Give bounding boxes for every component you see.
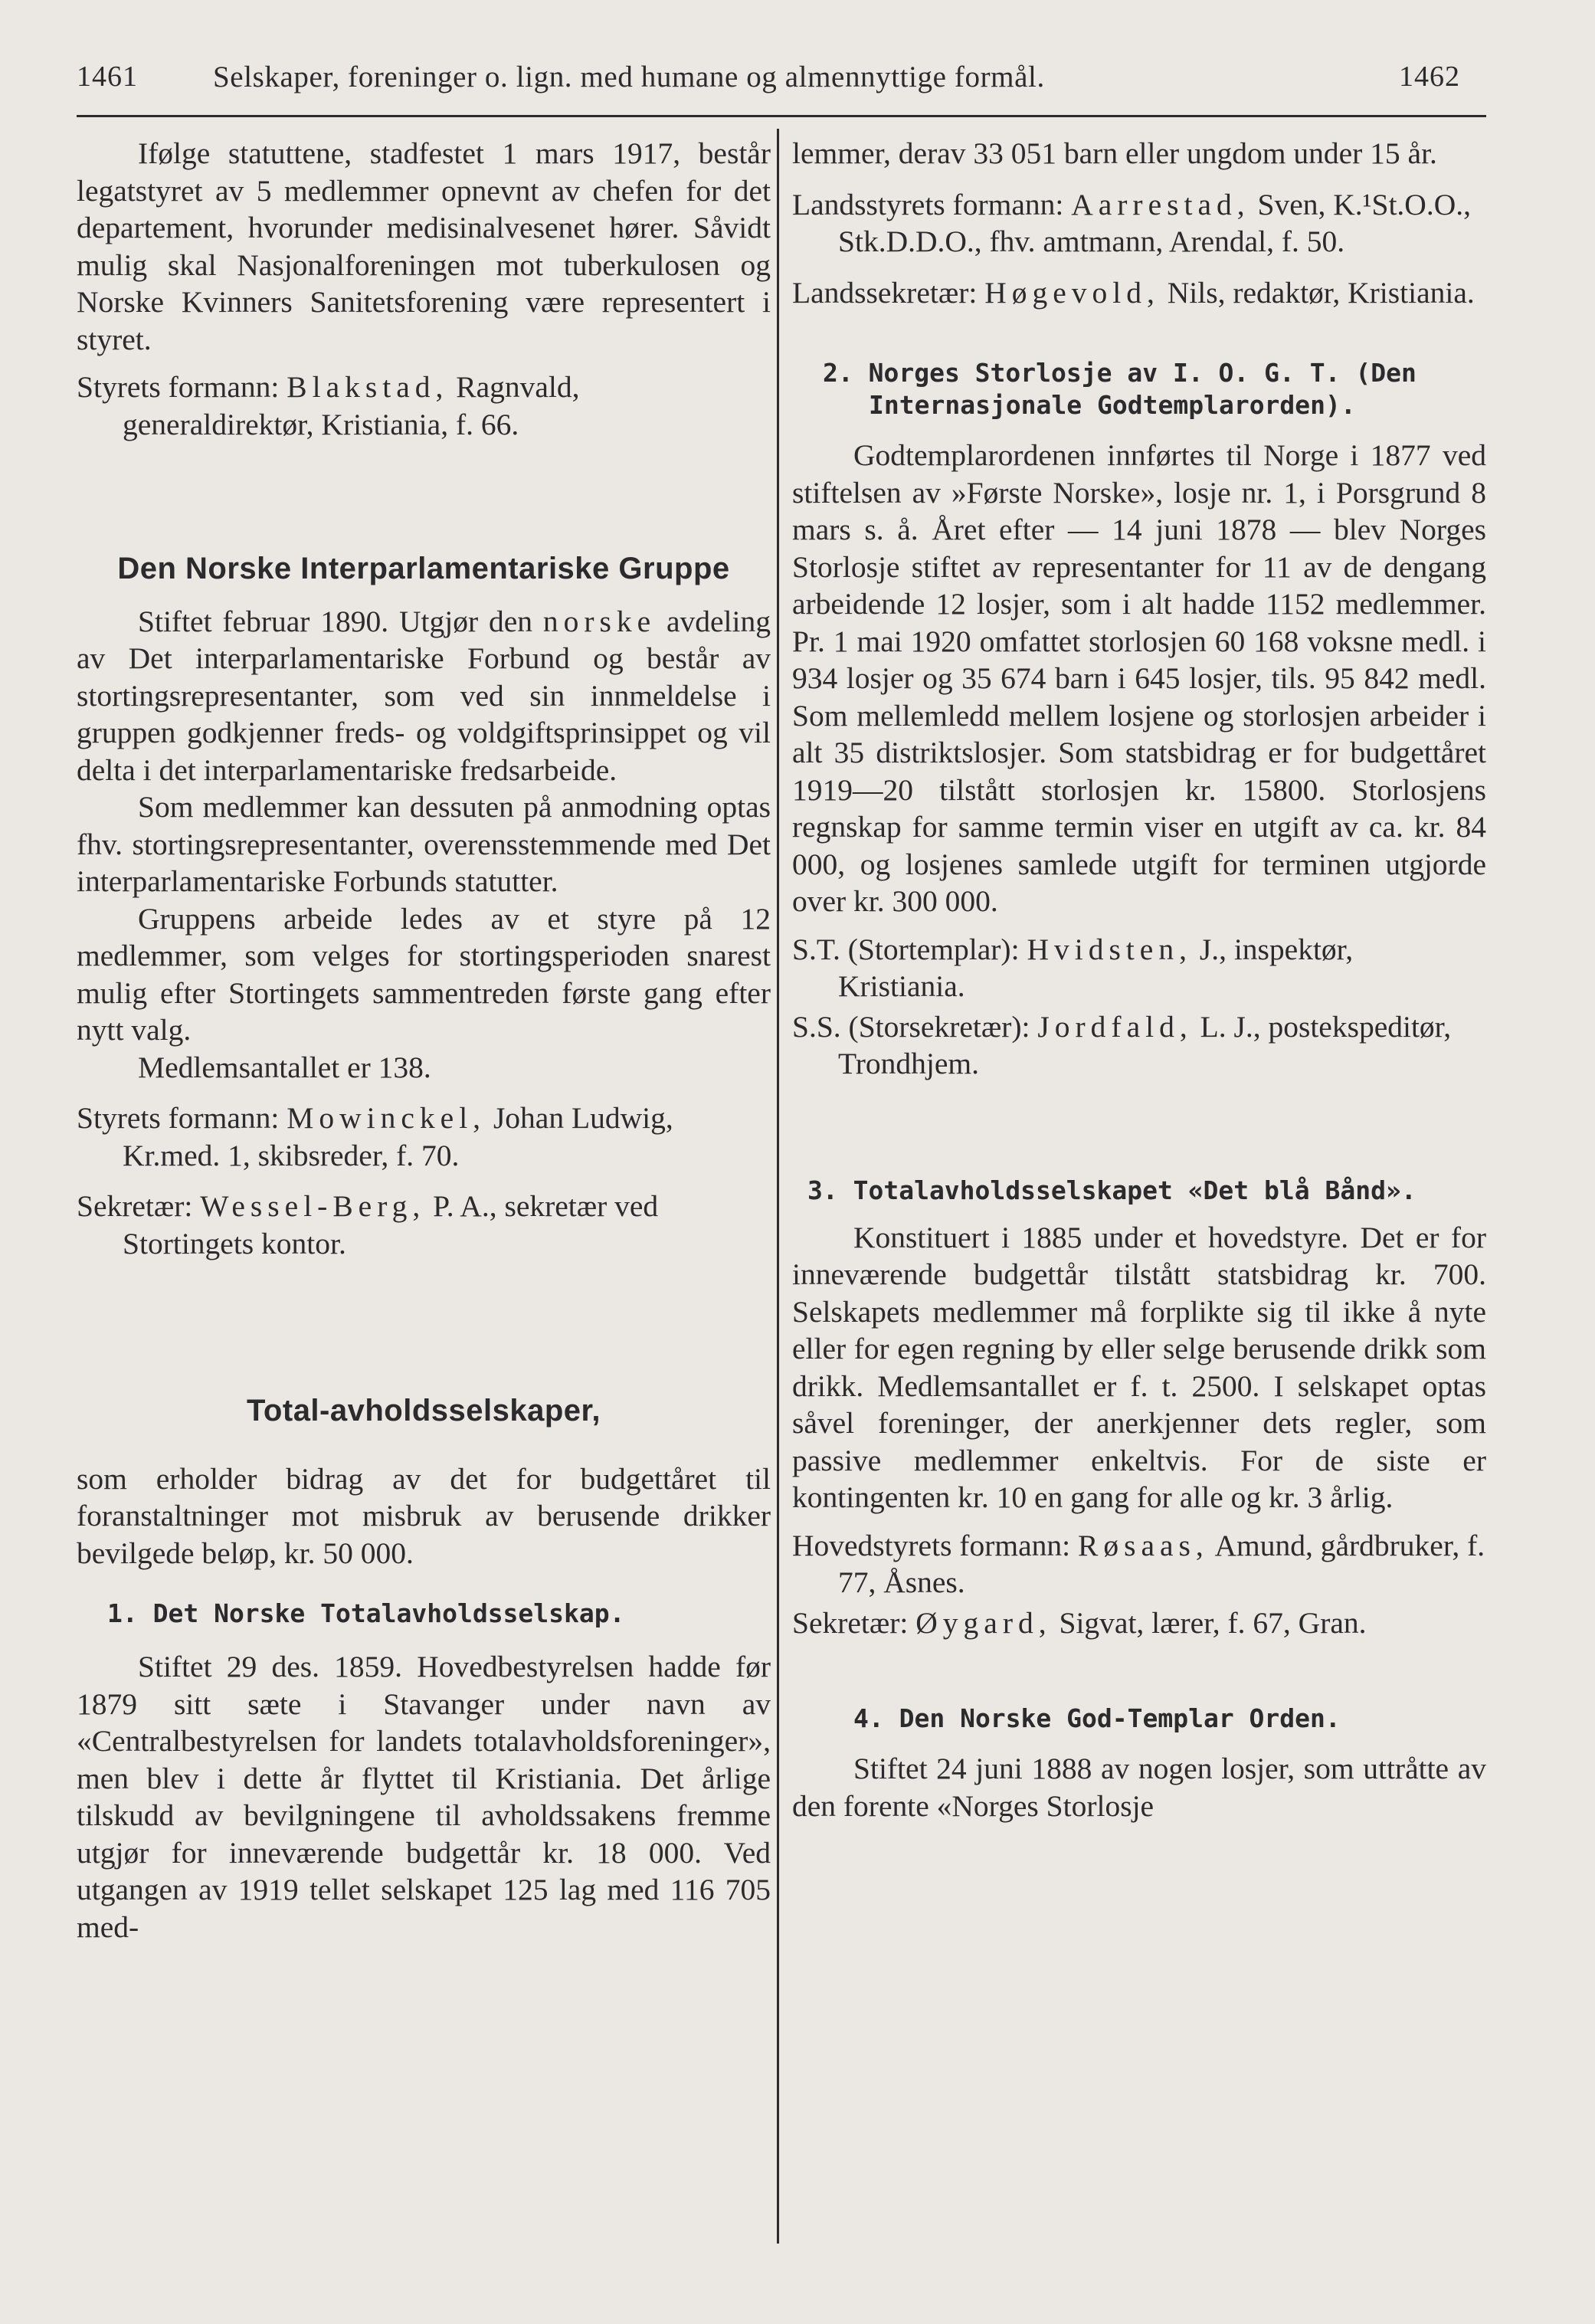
hovedstyret-chairman-entry: Hovedstyrets formann: Røsaas, Amund, gårdbruker, f. 77, Åsnes.: [792, 1528, 1485, 1599]
total-abstinence-intro: som erholder bidrag av det for budgettåret til foranstaltninger mot misbruk av berusende drikker bevilgede beløp, kr. 50 000.: [77, 1461, 771, 1570]
section-heading-total-abstinence: Total-avholdsselskaper,: [246, 1394, 601, 1428]
chairman-mowinckel-entry: Styrets formann: Mowinckel, Johan Ludwig, Kr.med. 1, skibsreder, f. 70.: [77, 1101, 673, 1172]
secretary-oygard-entry: Sekretær: Øygard, Sigvat, lærer, f. 67, Gran.: [792, 1605, 1367, 1640]
interparliamentary-paragraph: Stiftet februar 1890. Utgjør den norske avdeling av Det interparlamentariske Forbund og består av stortingsrepresentanter, som ved sin innmeldelse i gruppen godkjenner freds- og voldgiftsprinsippet og vil delta i det interparlamentariske fredsarbeide.: [77, 604, 771, 787]
totalavholdsselskap-paragraph: Stiftet 29 des. 1859. Hovedbestyrelsen hadde før 1879 sitt sæte i Stavanger under navn av «Centralbestyrelsen for landets totalavholdsforeninger», men blev i dette år flyttet til Kristiania. Det årlige tilskudd av bevilgningene til avholdssakens fremme utgjør for inneværende budgettår kr. 18 000. Ved utgangen av 1919 tellet selskapet 125 lag med 116 705 med-: [77, 1650, 771, 1944]
secretary-wessel-berg-entry: Sekretær: Wessel-Berg, P. A., sekretær ved Stortingets kontor.: [77, 1189, 659, 1260]
page-header: [0, 51, 1595, 104]
subheading-det-blaa-baand: 3. Totalavholdsselskapet «Det blå Bånd».: [807, 1175, 1417, 1205]
continued-members-paragraph: lemmer, derav 33 051 barn eller ungdom under 15 år.: [792, 136, 1437, 170]
section-heading-interparliamentary: Den Norske Interparlamentariske Gruppe: [117, 552, 730, 585]
left-column: [77, 135, 771, 1956]
stortemplar-entry: S.T. (Stortemplar): Hvidsten, J., inspektør, Kristiania.: [792, 932, 1354, 1003]
header-rule: [77, 115, 1486, 117]
blaa-baand-paragraph: Konstituert i 1885 under et hovedstyre. Det er for inneværende budgettår tilstått statsbidrag kr. 700. Selskapets medlemmer må forplikte sig til ikke å nyte eller for egen regning by eller selge berusende drikk som drikk. Medlemsantallet er f. t. 2500. I selskapet optas såvel foreninger, der anerkjenner dets regler, som passive medlemmer enkeltvis. For de siste er kontingenten kr. 10 en gang for alle og kr. 3 årlig.: [792, 1220, 1486, 1514]
subheading-det-norske-totalavholdsselskap: 1. Det Norske Totalavholdsselskap.: [107, 1598, 625, 1628]
page-number-right: 1462: [1399, 61, 1460, 93]
membership-paragraph: Som medlemmer kan dessuten på anmodning optas fhv. stortingsrepresentanter, overensstemmende med Det interparlamentariske Forbunds statutter.: [77, 790, 771, 898]
subheading-norges-storlosje: 2. Norges Storlosje av I. O. G. T. (Den Internasjonale Godtemplarorden).: [823, 358, 1417, 420]
statute-paragraph: Ifølge statuttene, stadfestet 1 mars 1917, består legatstyret av 5 medlemmer opnevnt av chefen for det departement, hvorunder medisinalvesenet hører. Såvidt mulig skal Nasjonalforeningen mot tuberkulosen og Norske Kvinners Sanitetsforening være representert i styret.: [77, 136, 771, 356]
column-divider: [777, 129, 779, 2244]
right-column: [792, 135, 1486, 1835]
running-title: Selskaper, foreninger o. lign. med humane og almennyttige formål.: [213, 61, 1045, 93]
godtemplar-paragraph: Godtemplarordenen innførtes til Norge i 1877 ved stiftelsen av »Første Norske», losje nr. 1, i Porsgrund 8 mars s. å. Året efter — 14 juni 1878 — blev Norges Storlosje stiftet av representanter for 11 av de dengang arbeidende 12 losjer, som i alt hadde 1152 medlemmer. Pr. 1 mai 1920 omfattet storlosjen 60 168 voksne medl. i 934 losjer og 35 674 barn i 645 losjer, tils. 95 842 medl. Som mellemledd mellem losjene og storlosjen arbeider i alt 35 distriktslosjer. Som statsbidrag er for budgettåret 1919—20 tilstått storlosjen kr. 15800. Storlosjens regnskap for samme termin viser en utgift av ca. kr. 84 000, og losjenes samlede utgift for terminen utgjorde over kr. 300 000.: [792, 438, 1486, 918]
board-paragraph: Gruppens arbeide ledes av et styre på 12 medlemmer, som velges for stortingsperioden snarest mulig efter Stortingets sammentreden første gang efter nytt valg.: [77, 901, 771, 1047]
member-count-paragraph: Medlemsantallet er 138.: [138, 1050, 431, 1084]
landsstyret-chairman-entry: Landsstyrets formann: Aarrestad, Sven, K.¹St.O.O., Stk.D.D.O., fhv. amtmann, Arendal, f. 50.: [792, 187, 1471, 258]
storsekretaer-entry: S.S. (Storsekretær): Jordfald, L. J., postekspeditør, Trondhjem.: [792, 1009, 1452, 1080]
god-templar-orden-paragraph: Stiftet 24 juni 1888 av nogen losjer, som uttråtte av den forente «Norges Storlosje: [792, 1752, 1486, 1823]
subheading-god-templar-orden: 4. Den Norske God-Templar Orden.: [853, 1703, 1341, 1733]
landssekretaer-entry: Landssekretær: Høgevold, Nils, redaktør, Kristiania.: [792, 275, 1475, 310]
board-chairman-entry: Styrets formann: Blakstad, Ragnvald, generaldirektør, Kristiania, f. 66.: [77, 370, 580, 441]
page-number-left: 1461: [77, 61, 138, 93]
